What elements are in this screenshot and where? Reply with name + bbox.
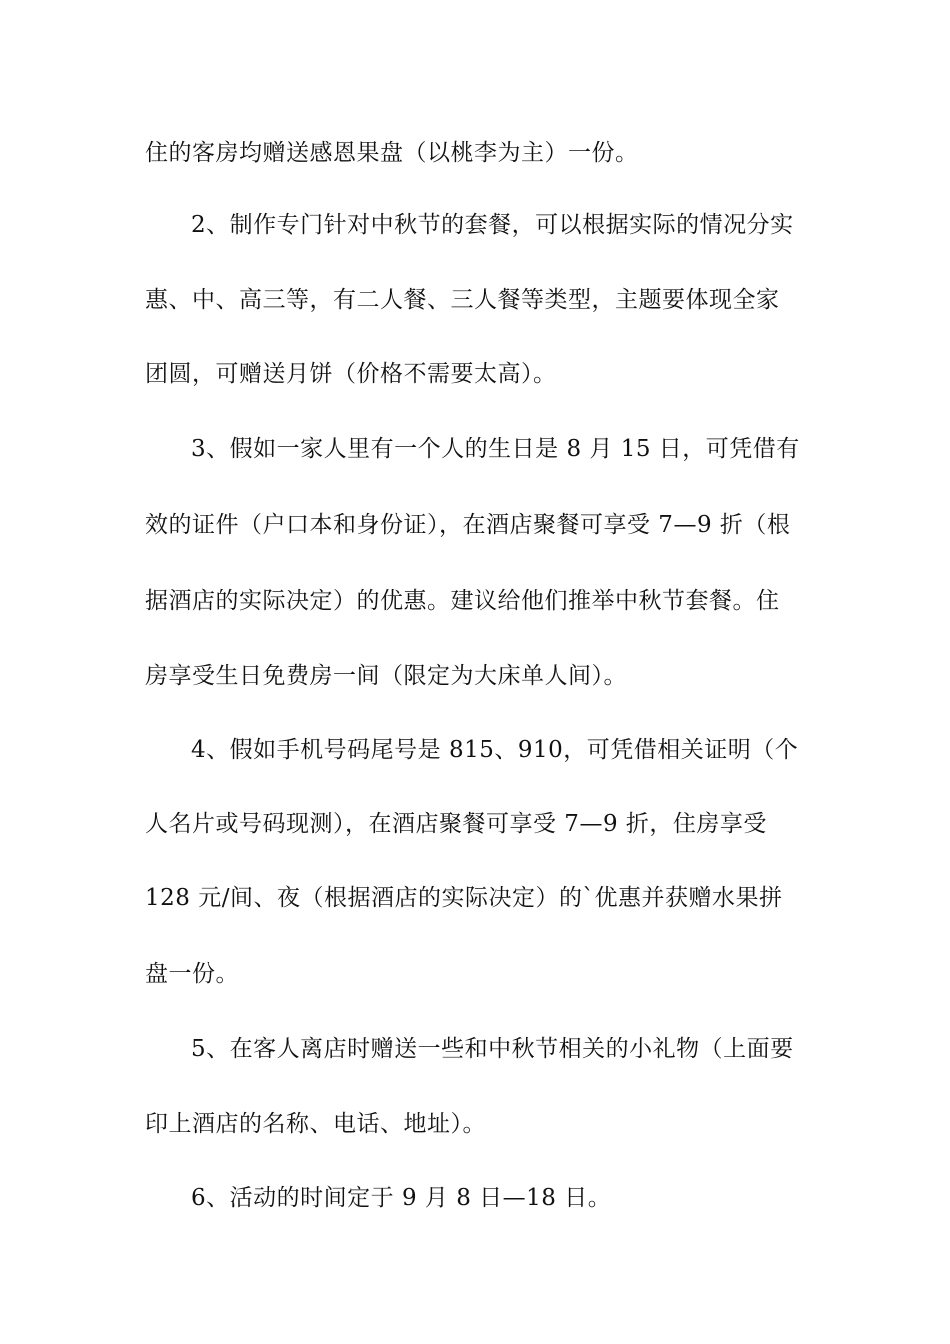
paragraph-4-line-3: 128 元/间、夜（根据酒店的实际决定）的`优惠并获赠水果拼 [145, 885, 783, 911]
paragraph-1-line-1: 住的客房均赠送感恩果盘（以桃李为主）一份。 [145, 140, 639, 166]
paragraph-3-line-3: 据酒店的实际决定）的优惠。建议给他们推举中秋节套餐。住 [145, 588, 780, 614]
paragraph-3-line-2: 效的证件（户口本和身份证），在酒店聚餐可享受 7—9 折（根 [145, 512, 791, 538]
paragraph-5-line-2: 印上酒店的名称、电话、地址）。 [145, 1111, 486, 1137]
paragraph-3-line-1: 3、假如一家人里有一个人的生日是 8 月 15 日，可凭借有 [191, 436, 800, 462]
paragraph-2-line-1: 2、制作专门针对中秋节的套餐，可以根据实际的情况分实 [191, 212, 794, 238]
paragraph-2-line-3: 团圆，可赠送月饼（价格不需要太高）。 [145, 361, 557, 387]
paragraph-3-line-4: 房享受生日免费房一间（限定为大床单人间）。 [145, 663, 627, 689]
paragraph-5-line-1: 5、在客人离店时赠送一些和中秋节相关的小礼物（上面要 [191, 1036, 794, 1062]
paragraph-4-line-1: 4、假如手机号码尾号是 815、910，可凭借相关证明（个 [191, 737, 799, 763]
paragraph-2-line-2: 惠、中、高三等，有二人餐、三人餐等类型，主题要体现全家 [145, 287, 780, 313]
paragraph-6-line-1: 6、活动的时间定于 9 月 8 日—18 日。 [191, 1185, 612, 1211]
paragraph-4-line-2: 人名片或号码现测），在酒店聚餐可享受 7—9 折，住房享受 [145, 811, 767, 837]
paragraph-4-line-4: 盘一份。 [145, 961, 239, 987]
